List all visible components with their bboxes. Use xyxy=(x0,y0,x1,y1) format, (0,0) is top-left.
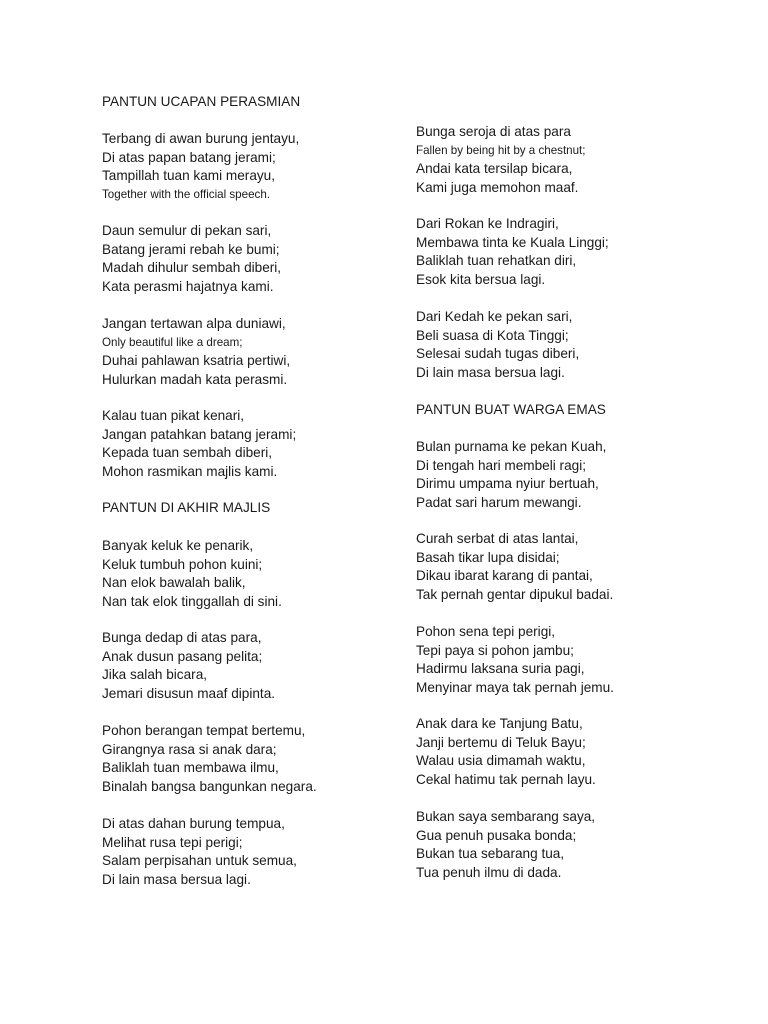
verse-line: Gua penuh pusaka bonda; xyxy=(416,827,577,843)
verse-line: Cekal hatimu tak pernah layu. xyxy=(416,771,596,787)
verse-line: Tak pernah gentar dipukul badai. xyxy=(416,586,614,602)
stanza xyxy=(102,315,290,389)
verse-line: Selesai sudah tugas diberi, xyxy=(416,346,580,362)
verse-line: Salam perpisahan untuk semua, xyxy=(102,853,297,869)
verse-line: Bukan saya sembarang saya, xyxy=(416,809,596,824)
verse-line: Dari Kedah ke pekan sari, xyxy=(416,309,573,324)
verse-line: Pohon berangan tempat bertemu, xyxy=(102,723,306,738)
stanza xyxy=(416,123,586,197)
stanza xyxy=(102,130,299,204)
verse-line: Beli suasa di Kota Tinggi; xyxy=(416,327,569,343)
verse-line: Dirimu umpama nyiur bertuah, xyxy=(416,476,599,492)
section-heading-pantun-ucapan-perasmian: PANTUN UCAPAN PERASMIAN xyxy=(102,94,301,109)
verse-line: Membawa tinta ke Kuala Linggi; xyxy=(416,234,609,250)
verse-line: Kalau tuan pikat kenari, xyxy=(102,408,245,423)
verse-line: Di lain masa bersua lagi. xyxy=(416,364,565,380)
verse-line: Basah tikar lupa disidai; xyxy=(416,549,560,565)
verse-line: Baliklah tuan rehatkan diri, xyxy=(416,253,577,269)
verse-line: Fallen by being hit by a chestnut; xyxy=(416,143,586,157)
verse-line: Jangan patahkan batang jerami; xyxy=(102,426,297,442)
stanza xyxy=(102,629,275,703)
verse-line: Kami juga memohon maaf. xyxy=(416,179,579,195)
verse-line: Together with the official speech. xyxy=(102,187,270,201)
stanza xyxy=(416,808,595,882)
verse-line: Jika salah bicara, xyxy=(102,667,208,683)
verse-line: Pohon sena tepi perigi, xyxy=(416,624,556,639)
verse-line: Walau usia dimamah waktu, xyxy=(416,753,586,769)
section-heading-pantun-buat-warga-emas: PANTUN BUAT WARGA EMAS xyxy=(416,402,606,417)
verse-line: Batang jerami rebah ke bumi; xyxy=(102,241,280,257)
verse-line: Daun semulur di pekan sari, xyxy=(102,223,272,238)
verse-line: Janji bertemu di Teluk Bayu; xyxy=(416,734,586,750)
verse-line: Di atas dahan burung tempua, xyxy=(102,816,285,831)
stanza xyxy=(416,215,609,289)
verse-line: Tepi paya si pohon jambu; xyxy=(416,642,574,658)
stanza xyxy=(102,537,282,611)
verse-line: Dari Rokan ke Indragiri, xyxy=(416,216,559,231)
verse-line: Andai kata tersilap bicara, xyxy=(416,161,573,177)
stanza xyxy=(416,623,614,697)
verse-line: Mohon rasmikan majlis kami. xyxy=(102,463,278,479)
verse-line: Keluk tumbuh pohon kuini; xyxy=(102,556,263,572)
verse-line: Bulan purnama ke pekan Kuah, xyxy=(416,439,607,454)
verse-line: Nan elok bawalah balik, xyxy=(102,575,246,591)
verse-line: Padat sari harum mewangi. xyxy=(416,494,582,510)
verse-line: Hadirmu laksana suria pagi, xyxy=(416,661,585,677)
verse-line: Anak dusun pasang pelita; xyxy=(102,648,263,664)
verse-line: Banyak keluk ke penarik, xyxy=(102,538,254,553)
verse-line: Bukan tua sebarang tua, xyxy=(416,846,565,862)
stanza xyxy=(416,438,606,512)
stanza xyxy=(102,815,297,889)
verse-line: Duhai pahlawan ksatria pertiwi, xyxy=(102,353,291,369)
verse-line: Menyinar maya tak pernah jemu. xyxy=(416,679,614,695)
verse-line: Melihat rusa tepi perigi; xyxy=(102,834,243,850)
verse-line: Bunga seroja di atas para xyxy=(416,124,571,139)
verse-line: Tua penuh ilmu di dada. xyxy=(416,864,562,880)
verse-line: Girangnya rasa si anak dara; xyxy=(102,741,277,757)
verse-line: Baliklah tuan membawa ilmu, xyxy=(102,760,279,776)
section-heading-pantun-di-akhir-majlis: PANTUN DI AKHIR MAJLIS xyxy=(102,500,271,515)
verse-line: Anak dara ke Tanjung Batu, xyxy=(416,716,583,731)
stanza xyxy=(102,722,317,796)
verse-line: Terbang di awan burung jentayu, xyxy=(102,131,300,146)
verse-line: Esok kita bersua lagi. xyxy=(416,271,546,287)
verse-line: Hulurkan madah kata perasmi. xyxy=(102,371,288,387)
verse-line: Bunga dedap di atas para, xyxy=(102,630,262,645)
verse-line: Jangan tertawan alpa duniawi, xyxy=(102,316,286,331)
verse-line: Nan tak elok tinggallah di sini. xyxy=(102,593,282,609)
verse-line: Kata perasmi hajatnya kami. xyxy=(102,278,274,294)
verse-line: Jemari disusun maaf dipinta. xyxy=(102,685,276,701)
verse-line: Di tengah hari membeli ragi; xyxy=(416,457,587,473)
verse-line: Binalah bangsa bangunkan negara. xyxy=(102,778,317,794)
stanza xyxy=(416,715,596,789)
stanza xyxy=(102,222,281,296)
verse-line: Di atas papan batang jerami; xyxy=(102,149,276,165)
verse-line: Di lain masa bersua lagi. xyxy=(102,871,251,887)
verse-line: Curah serbat di atas lantai, xyxy=(416,531,579,546)
verse-line: Only beautiful like a dream; xyxy=(102,335,243,349)
stanza xyxy=(416,308,579,382)
verse-line: Madah dihulur sembah diberi, xyxy=(102,260,282,276)
stanza xyxy=(416,530,613,604)
verse-line: Kepada tuan sembah diberi, xyxy=(102,445,273,461)
verse-line: Dikau ibarat karang di pantai, xyxy=(416,568,593,584)
stanza xyxy=(102,407,296,481)
verse-line: Tampillah tuan kami merayu, xyxy=(102,168,276,184)
